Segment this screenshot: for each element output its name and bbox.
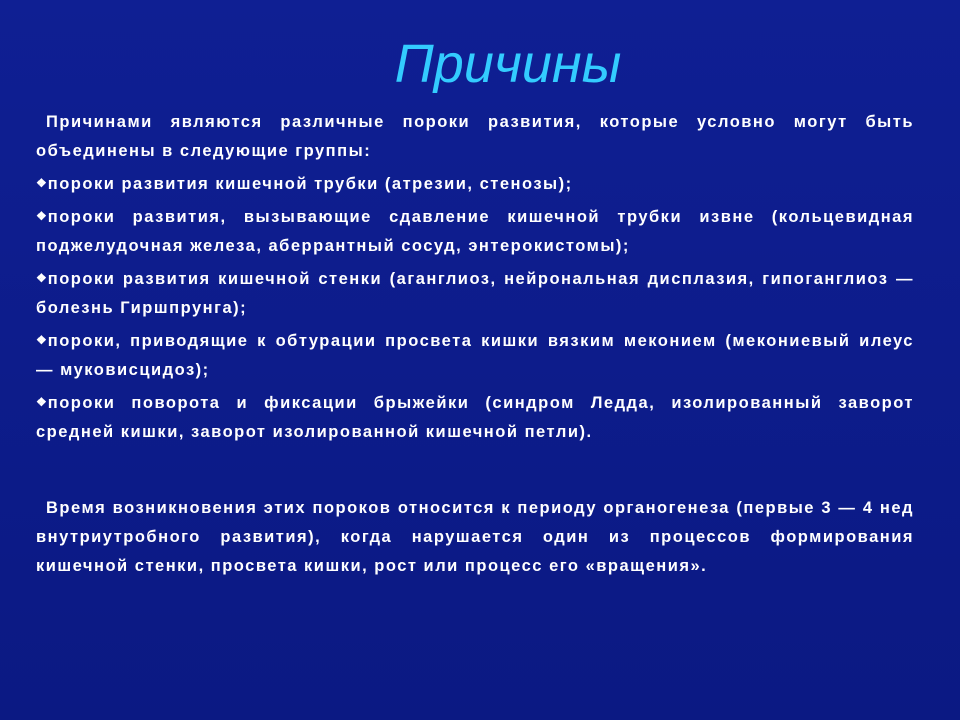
slide-body (36, 108, 914, 581)
outro-paragraph: Время возникновения этих пороков относится к периоду органогенеза (первые 3 — 4 нед внутриутробного развития), когда нарушается один из процессов формирования кишечной стенки, просвета кишки, рост или процесс его «вращения». (36, 499, 914, 575)
diamond-bullet-icon: ❖ (36, 271, 47, 285)
list-item-text: пороки развития кишечной трубки (атрезии, стенозы); (47, 175, 573, 193)
list-item (36, 264, 914, 323)
intro-paragraph: Причинами являются различные пороки развития, которые условно могут быть объединены в следующие группы: (36, 113, 914, 160)
slide-title: Причины (394, 34, 622, 94)
list-item (36, 202, 914, 261)
diamond-bullet-icon: ❖ (36, 176, 47, 190)
diamond-bullet-icon: ❖ (36, 333, 47, 347)
list-item-text: пороки развития, вызывающие сдавление кишечной трубки извне (кольцевидная поджелудочная железа, аберрантный сосуд, энтерокистомы); (36, 208, 914, 255)
list-item-text: пороки, приводящие к обтурации просвета кишки вязким меконием (мекониевый илеус — муковисцидоз); (36, 332, 914, 379)
list-item (36, 169, 914, 199)
diamond-bullet-icon: ❖ (36, 209, 47, 223)
diamond-bullet-icon: ❖ (36, 395, 47, 409)
list-item (36, 326, 914, 385)
list-item-text: пороки развития кишечной стенки (аганглиоз, нейрональная дисплазия, гипоганглиоз — болезнь Гиршпрунга); (36, 270, 914, 317)
causes-list (36, 169, 914, 447)
list-item (36, 388, 914, 447)
list-item-text: пороки поворота и фиксации брыжейки (синдром Ледда, изолированный заворот средней кишки, заворот изолированной кишечной петли). (36, 394, 914, 441)
